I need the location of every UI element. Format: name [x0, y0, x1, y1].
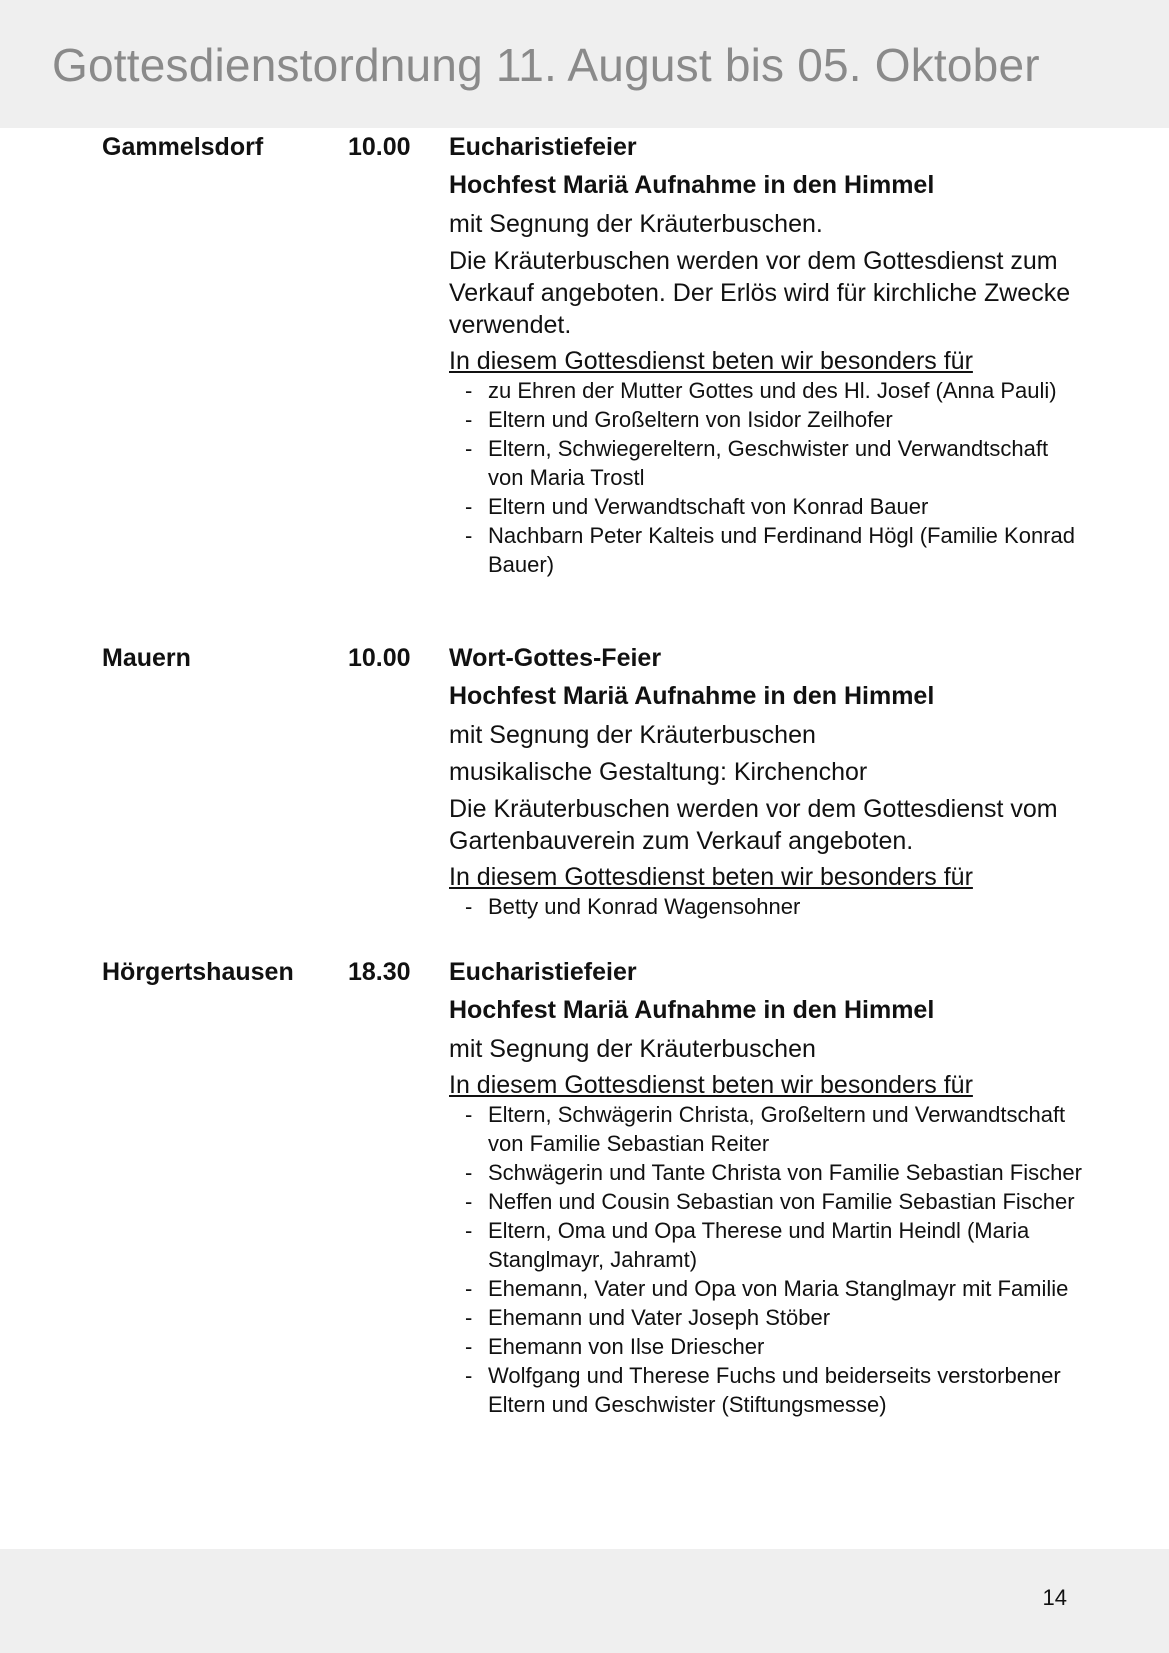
intention-list	[449, 376, 1089, 579]
list-dash: -	[465, 1160, 473, 1185]
entry-content	[449, 643, 1089, 921]
entry-service-type: Wort-Gottes-Feier	[449, 644, 662, 672]
intention-item: - Eltern, Schwägerin Christa, Großeltern und Verwandtschaft von Familie Sebastian Reiter	[465, 1102, 1066, 1156]
list-dash: -	[465, 1363, 473, 1388]
entry-feast: Hochfest Mariä Aufnahme in den Himmel	[449, 682, 935, 710]
list-dash: -	[465, 407, 473, 432]
prayer-heading: In diesem Gottesdienst beten wir besonders für	[449, 347, 973, 375]
list-dash: -	[465, 1305, 473, 1330]
entry-content	[449, 132, 1089, 579]
intention-item: - Ehemann, Vater und Opa von Maria Stanglmayr mit Familie	[465, 1276, 1069, 1301]
entry-note: mit Segnung der Kräuterbuschen	[449, 1035, 816, 1063]
entry-place: Mauern	[102, 644, 191, 672]
intention-item: - Eltern und Verwandtschaft von Konrad Bauer	[465, 494, 929, 519]
list-dash: -	[465, 378, 473, 403]
list-dash: -	[465, 894, 473, 919]
entry-note: Die Kräuterbuschen werden vor dem Gottesdienst vom Gartenbauverein zum Verkauf angeboten.	[449, 795, 1058, 855]
intention-item: - Ehemann von Ilse Driescher	[465, 1334, 765, 1359]
entry-feast: Hochfest Mariä Aufnahme in den Himmel	[449, 996, 935, 1024]
intention-item: - Eltern und Großeltern von Isidor Zeilhofer	[465, 407, 893, 432]
page-header	[0, 0, 1169, 128]
intention-item: - Schwägerin und Tante Christa von Familie Sebastian Fischer	[465, 1160, 1082, 1185]
entry-note: mit Segnung der Kräuterbuschen.	[449, 210, 823, 238]
intention-list	[449, 1100, 1089, 1419]
entry-time: 18.30	[348, 958, 411, 986]
entry-note: musikalische Gestaltung: Kirchenchor	[449, 758, 868, 786]
intention-item: - Betty und Konrad Wagensohner	[465, 894, 801, 919]
prayer-heading: In diesem Gottesdienst beten wir besonders für	[449, 863, 973, 891]
list-dash: -	[465, 1334, 473, 1359]
list-dash: -	[465, 1189, 473, 1214]
page-title: Gottesdienstordnung 11. August bis 05. Oktober	[52, 39, 1040, 91]
entry-time: 10.00	[348, 644, 411, 672]
intention-item: - Eltern, Oma und Opa Therese und Martin Heindl (Maria Stanglmayr, Jahramt)	[465, 1218, 1030, 1272]
entry-content	[449, 957, 1089, 1419]
entry-feast: Hochfest Mariä Aufnahme in den Himmel	[449, 171, 935, 199]
entry-place: Gammelsdorf	[102, 133, 264, 161]
page-footer	[0, 1549, 1169, 1653]
list-dash: -	[465, 1102, 473, 1127]
page-number: 14	[1042, 1585, 1067, 1610]
entry-note: Die Kräuterbuschen werden vor dem Gottesdienst zum Verkauf angeboten. Der Erlös wird für kirchliche Zwecke verwendet.	[449, 247, 1071, 339]
entry-place: Hörgertshausen	[102, 958, 294, 986]
list-dash: -	[465, 1276, 473, 1301]
list-dash: -	[465, 494, 473, 519]
entry-service-type: Eucharistiefeier	[449, 133, 637, 161]
prayer-heading: In diesem Gottesdienst beten wir besonders für	[449, 1071, 973, 1099]
intention-item: - Nachbarn Peter Kalteis und Ferdinand Högl (Familie Konrad Bauer)	[465, 523, 1075, 577]
list-dash: -	[465, 1218, 473, 1243]
intention-item: - Wolfgang und Therese Fuchs und beiderseits verstorbener Eltern und Geschwister (Stiftungsmesse)	[465, 1363, 1061, 1417]
entry-service-type: Eucharistiefeier	[449, 958, 637, 986]
entry-note: mit Segnung der Kräuterbuschen	[449, 721, 816, 749]
intention-item: - Neffen und Cousin Sebastian von Familie Sebastian Fischer	[465, 1189, 1075, 1214]
intention-item: - zu Ehren der Mutter Gottes und des Hl. Josef (Anna Pauli)	[465, 378, 1057, 403]
intention-item: - Ehemann und Vater Joseph Stöber	[465, 1305, 831, 1330]
list-dash: -	[465, 523, 473, 548]
entry-time: 10.00	[348, 133, 411, 161]
intention-item: - Eltern, Schwiegereltern, Geschwister und Verwandtschaft von Maria Trostl	[465, 436, 1049, 490]
list-dash: -	[465, 436, 473, 461]
intention-list	[449, 892, 1089, 921]
